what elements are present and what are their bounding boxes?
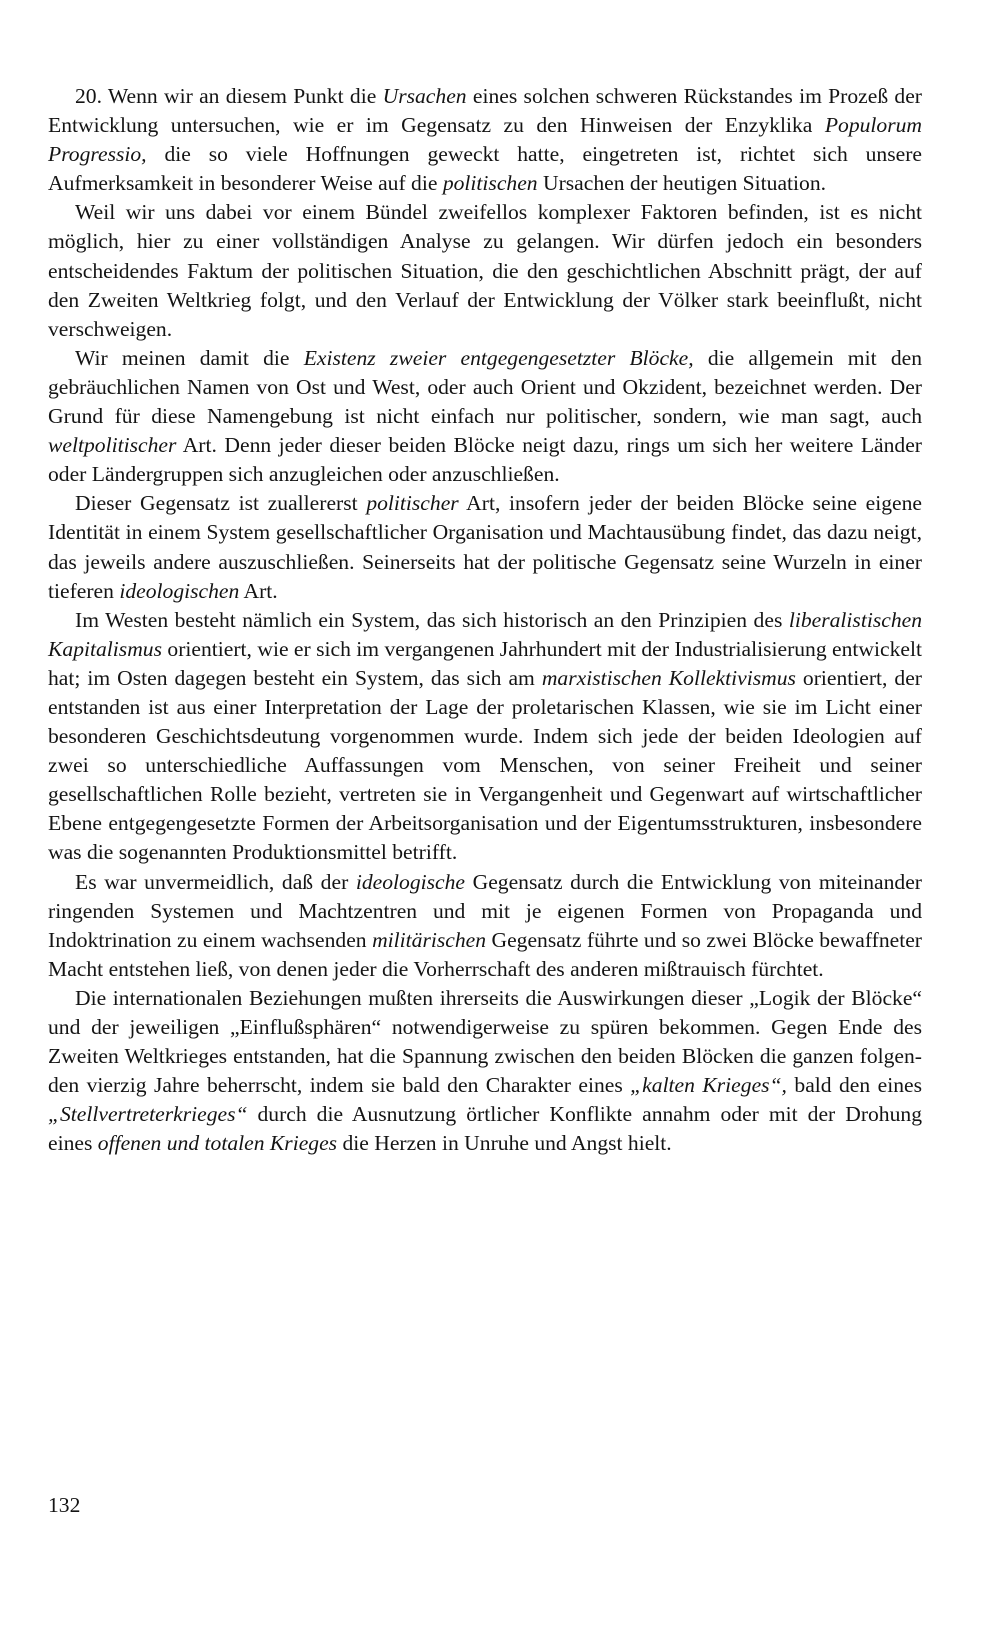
- text-run: Gegensatz durch die Entwicklung von miteinander ringenden Systemen und Machtzentren und mit je eigenen Formen von Propaganda und Indoktrination zu einem wachsenden: [48, 869, 922, 952]
- paragraph-2: [48, 198, 922, 343]
- paragraph-7: [48, 984, 922, 1159]
- text-run: Wir meinen damit die: [75, 345, 304, 370]
- text-run: Dieser Gegensatz ist zuallererst: [75, 491, 367, 516]
- text-run: durch die Ausnutzung örtlicher Konflikte annahm oder mit der Drohung eines: [48, 1102, 922, 1156]
- text-run: Art, insofern jeder der beiden Blöcke seine eigene Identität in einem System gesellschaftlicher Organisation und Machtausübung findet, das dazu neigt, das jeweils andere auszuschließen. Seinerseits hat der politische Gegensatz seine Wurzeln in einer tieferen: [48, 491, 923, 603]
- text-run: die so viele Hoffnungen geweckt hatte, eingetreten ist, richtet sich unsere Aufmerksamkeit in besonderer Weise auf die: [48, 142, 922, 196]
- text-run: eines solchen schweren Rückstandes im Prozeß der Entwicklung untersuchen, wie er im Gegensatz zu den Hinweisen der Enzyklika: [48, 84, 922, 138]
- text-run: 20. Wenn wir an diesem Punkt die: [75, 84, 383, 108]
- emphasized-text: „kalten Krieges“,: [630, 1073, 787, 1098]
- paragraph-5: [48, 606, 922, 868]
- text-run: Es war unvermeidlich, daß der: [75, 869, 356, 894]
- text-run: Gegensatz führte und so zwei Blöcke bewaffneter Macht entstehen ließ, von denen jeder die Vorherrschaft des anderen mißtrauisch fürchtet.: [48, 927, 922, 981]
- text-run: bald den eines: [786, 1073, 922, 1098]
- paragraph-4: [48, 489, 922, 605]
- text-run: Weil wir uns dabei vor einem Bündel zweifellos komplexer Faktoren befinden, ist es nicht möglich, hier zu einer vollständigen Analyse zu gelangen. Wir dürfen jedoch ein besonders entscheidendes Faktum der politischen Situation, die den geschichtlichen Abschnitt prägt, der auf den Zweiten Weltkrieg folgt, und den Verlauf der Entwicklung der Völker stark beeinflußt, nicht verschweigen.: [48, 200, 922, 341]
- text-run: orientiert, der entstanden ist aus einer Interpretation der Lage der proletarischen Klassen, wie sie im Licht einer besonderen Geschichtsdeutung vorgenommen wurde. Indem sich jede der beiden Ideologien auf zwei so unterschiedliche Auffassungen vom Menschen, von seiner Freiheit und seiner gesellschaftlichen Rolle bezieht, vertreten sie in Vergangenheit und Gegenwart auf wirtschaftlicher Ebene entgegengesetzte Formen der Arbeitsorganisation und der Eigentumsstrukturen, insbesondere was die sogenannten Produktionsmittel betrifft.: [48, 665, 923, 865]
- emphasized-text: offenen und totalen Krieges: [97, 1131, 338, 1156]
- paragraph-6: [48, 868, 922, 984]
- body-text: [48, 82, 922, 1158]
- paragraph-3: [48, 344, 922, 489]
- text-run: Die internationalen Beziehungen mußten ihrerseits die Auswirkungen dieser „Logik der Blöcke“ und der jeweiligen „Einflußsphären“ notwendigerweise zu spüren bekommen. Gegen Ende des Zweiten Weltkrieges entstanden, hat die Spannung zwischen den beiden Blöcken die ganzen folgenden vierzig Jahre beherrscht, indem sie bald den Charakter eines: [48, 985, 922, 1098]
- emphasized-text: weltpolitischer: [48, 433, 177, 458]
- emphasized-text: militärischen: [372, 927, 487, 952]
- text-run: Art.: [239, 578, 278, 603]
- paragraph-1: [48, 82, 922, 198]
- emphasized-text: liberalistischen Kapitalismus: [48, 607, 922, 661]
- emphasized-text: politischer: [366, 491, 459, 516]
- text-run: die Herzen in Unruhe und Angst hielt.: [337, 1131, 672, 1156]
- text-run: orientiert, wie er sich im vergangenen Jahrhundert mit der Industrialisierung entwickelt hat; im Osten dagegen besteht ein System, das sich am: [48, 636, 922, 690]
- emphasized-text: ideologischen: [119, 578, 240, 603]
- text-run: Im Westen besteht nämlich ein System, das sich historisch an den Prinzipien des: [75, 607, 789, 632]
- page-number: 132: [48, 1493, 81, 1517]
- emphasized-text: Ursachen: [382, 84, 467, 108]
- emphasized-text: ideologische: [355, 869, 466, 894]
- emphasized-text: Populorum Progressio,: [48, 113, 922, 167]
- emphasized-text: „Stellvertreterkrieges“: [48, 1102, 248, 1127]
- text-run: Ursachen der heutigen Situation.: [537, 171, 827, 196]
- emphasized-text: Existenz zweier entgegengesetzter Blöcke,: [303, 345, 694, 370]
- emphasized-text: politischen: [442, 171, 538, 196]
- emphasized-text: marxistischen Kollektivismus: [541, 665, 796, 690]
- text-run: die allgemein mit den gebräuchlichen Namen von Ost und West, oder auch Orient und Okzident, bezeichnet werden. Der Grund für diese Namengebung ist nicht einfach nur politischer, sondern, wie man sagt, auch: [48, 345, 922, 429]
- text-run: Art. Denn jeder dieser beiden Blöcke neigt dazu, rings um sich her weitere Länder oder Ländergruppen sich anzugleichen oder anzuschließen.: [48, 433, 922, 487]
